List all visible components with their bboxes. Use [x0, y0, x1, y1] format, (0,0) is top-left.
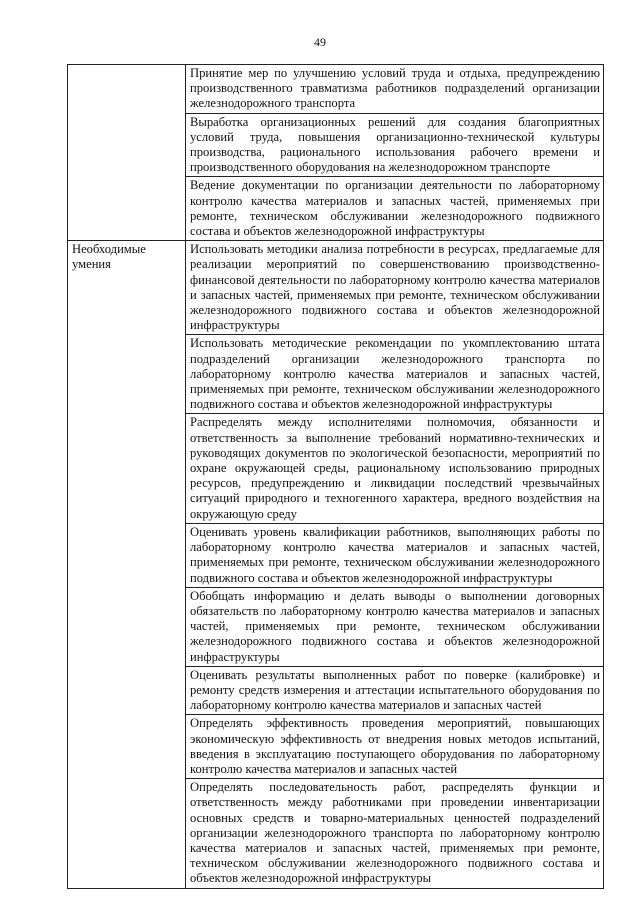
table-cell: Выработка организационных решений для создания благоприятных условий труда, повышения организационно-технической культуры производства, рационального использования рабочего времени и производственного оборудования на железнодорожном транспорте: [186, 113, 604, 177]
empty-label-cell: [68, 65, 186, 241]
table-cell: Обобщать информацию и делать выводы о выполнении договорных обязательств по лабораторному контролю качества материалов и запасных частей, применяемых при ремонте, техническом обслуживании железнодорожного подвижного состава и объектов железнодорожной инфраструктуры: [186, 587, 604, 666]
table-cell: Оценивать результаты выполненных работ по поверке (калибровке) и ремонту средств измерения и аттестации испытательного оборудования по лабораторному контролю качества материалов и запасных частей: [186, 666, 604, 715]
section-label: Необходимые умения: [68, 241, 186, 888]
table-cell: Распределять между исполнителями полномочия, обязанности и ответственность за выполнение требований нормативно-технических и руководящих документов по экологической безопасности, мероприятий по охране окружающей среды, рациональному использованию природных ресурсов, предупреждению и ликвидации последствий чрезвычайных ситуаций природного и техногенного характера, вредного воздействия на окружающую среду: [186, 414, 604, 523]
table-cell: Использовать методические рекомендации по укомплектованию штата подразделений организации железнодорожного транспорта по лабораторному контролю качества материалов и запасных частей, применяемых при ремонте, техническом обслуживании железнодорожного подвижного состава и объектов железнодорожной инфраструктуры: [186, 335, 604, 414]
table-row: [68, 65, 604, 114]
table-cell: Определять эффективность проведения мероприятий, повышающих экономическую эффективность от внедрения новых методов испытаний, введения в эксплуатацию поступающего оборудования по лабораторному контролю качества материалов и запасных частей: [186, 715, 604, 779]
page-number: 49: [314, 35, 326, 49]
table-cell: Использовать методики анализа потребности в ресурсах, предлагаемые для реализации мероприятий по совершенствованию производственно-финансовой деятельности по лабораторному контролю качества материалов и запасных частей, применяемых при ремонте, техническом обслуживании железнодорожного подвижного состава и объектов железнодорожной инфраструктуры: [186, 241, 604, 335]
table-row: [68, 241, 604, 335]
table-cell: Оценивать уровень квалификации работников, выполняющих работы по лабораторному контролю качества материалов и запасных частей, применяемых при ремонте, техническом обслуживании железнодорожного подвижного состава и объектов железнодорожной инфраструктуры: [186, 523, 604, 587]
table-cell: Ведение документации по организации деятельности по лабораторному контролю качества материалов и запасных частей, применяемых при ремонте, техническом обслуживании железнодорожного подвижного состава и объектов железнодорожной инфраструктуры: [186, 177, 604, 241]
table-cell: Принятие мер по улучшению условий труда и отдыха, предупреждению производственного травматизма работников подразделений организации железнодорожного транспорта: [186, 65, 604, 114]
requirements-table: [67, 64, 604, 889]
table-cell: Определять последовательность работ, распределять функции и ответственность между работниками при проведении инвентаризации основных средств и товарно-материальных ценностей подразделений организации железнодорожного транспорта по лабораторному контролю качества материалов и запасных частей, применяемых при ремонте, техническом обслуживании железнодорожного подвижного состава и объектов железнодорожной инфраструктуры: [186, 779, 604, 888]
